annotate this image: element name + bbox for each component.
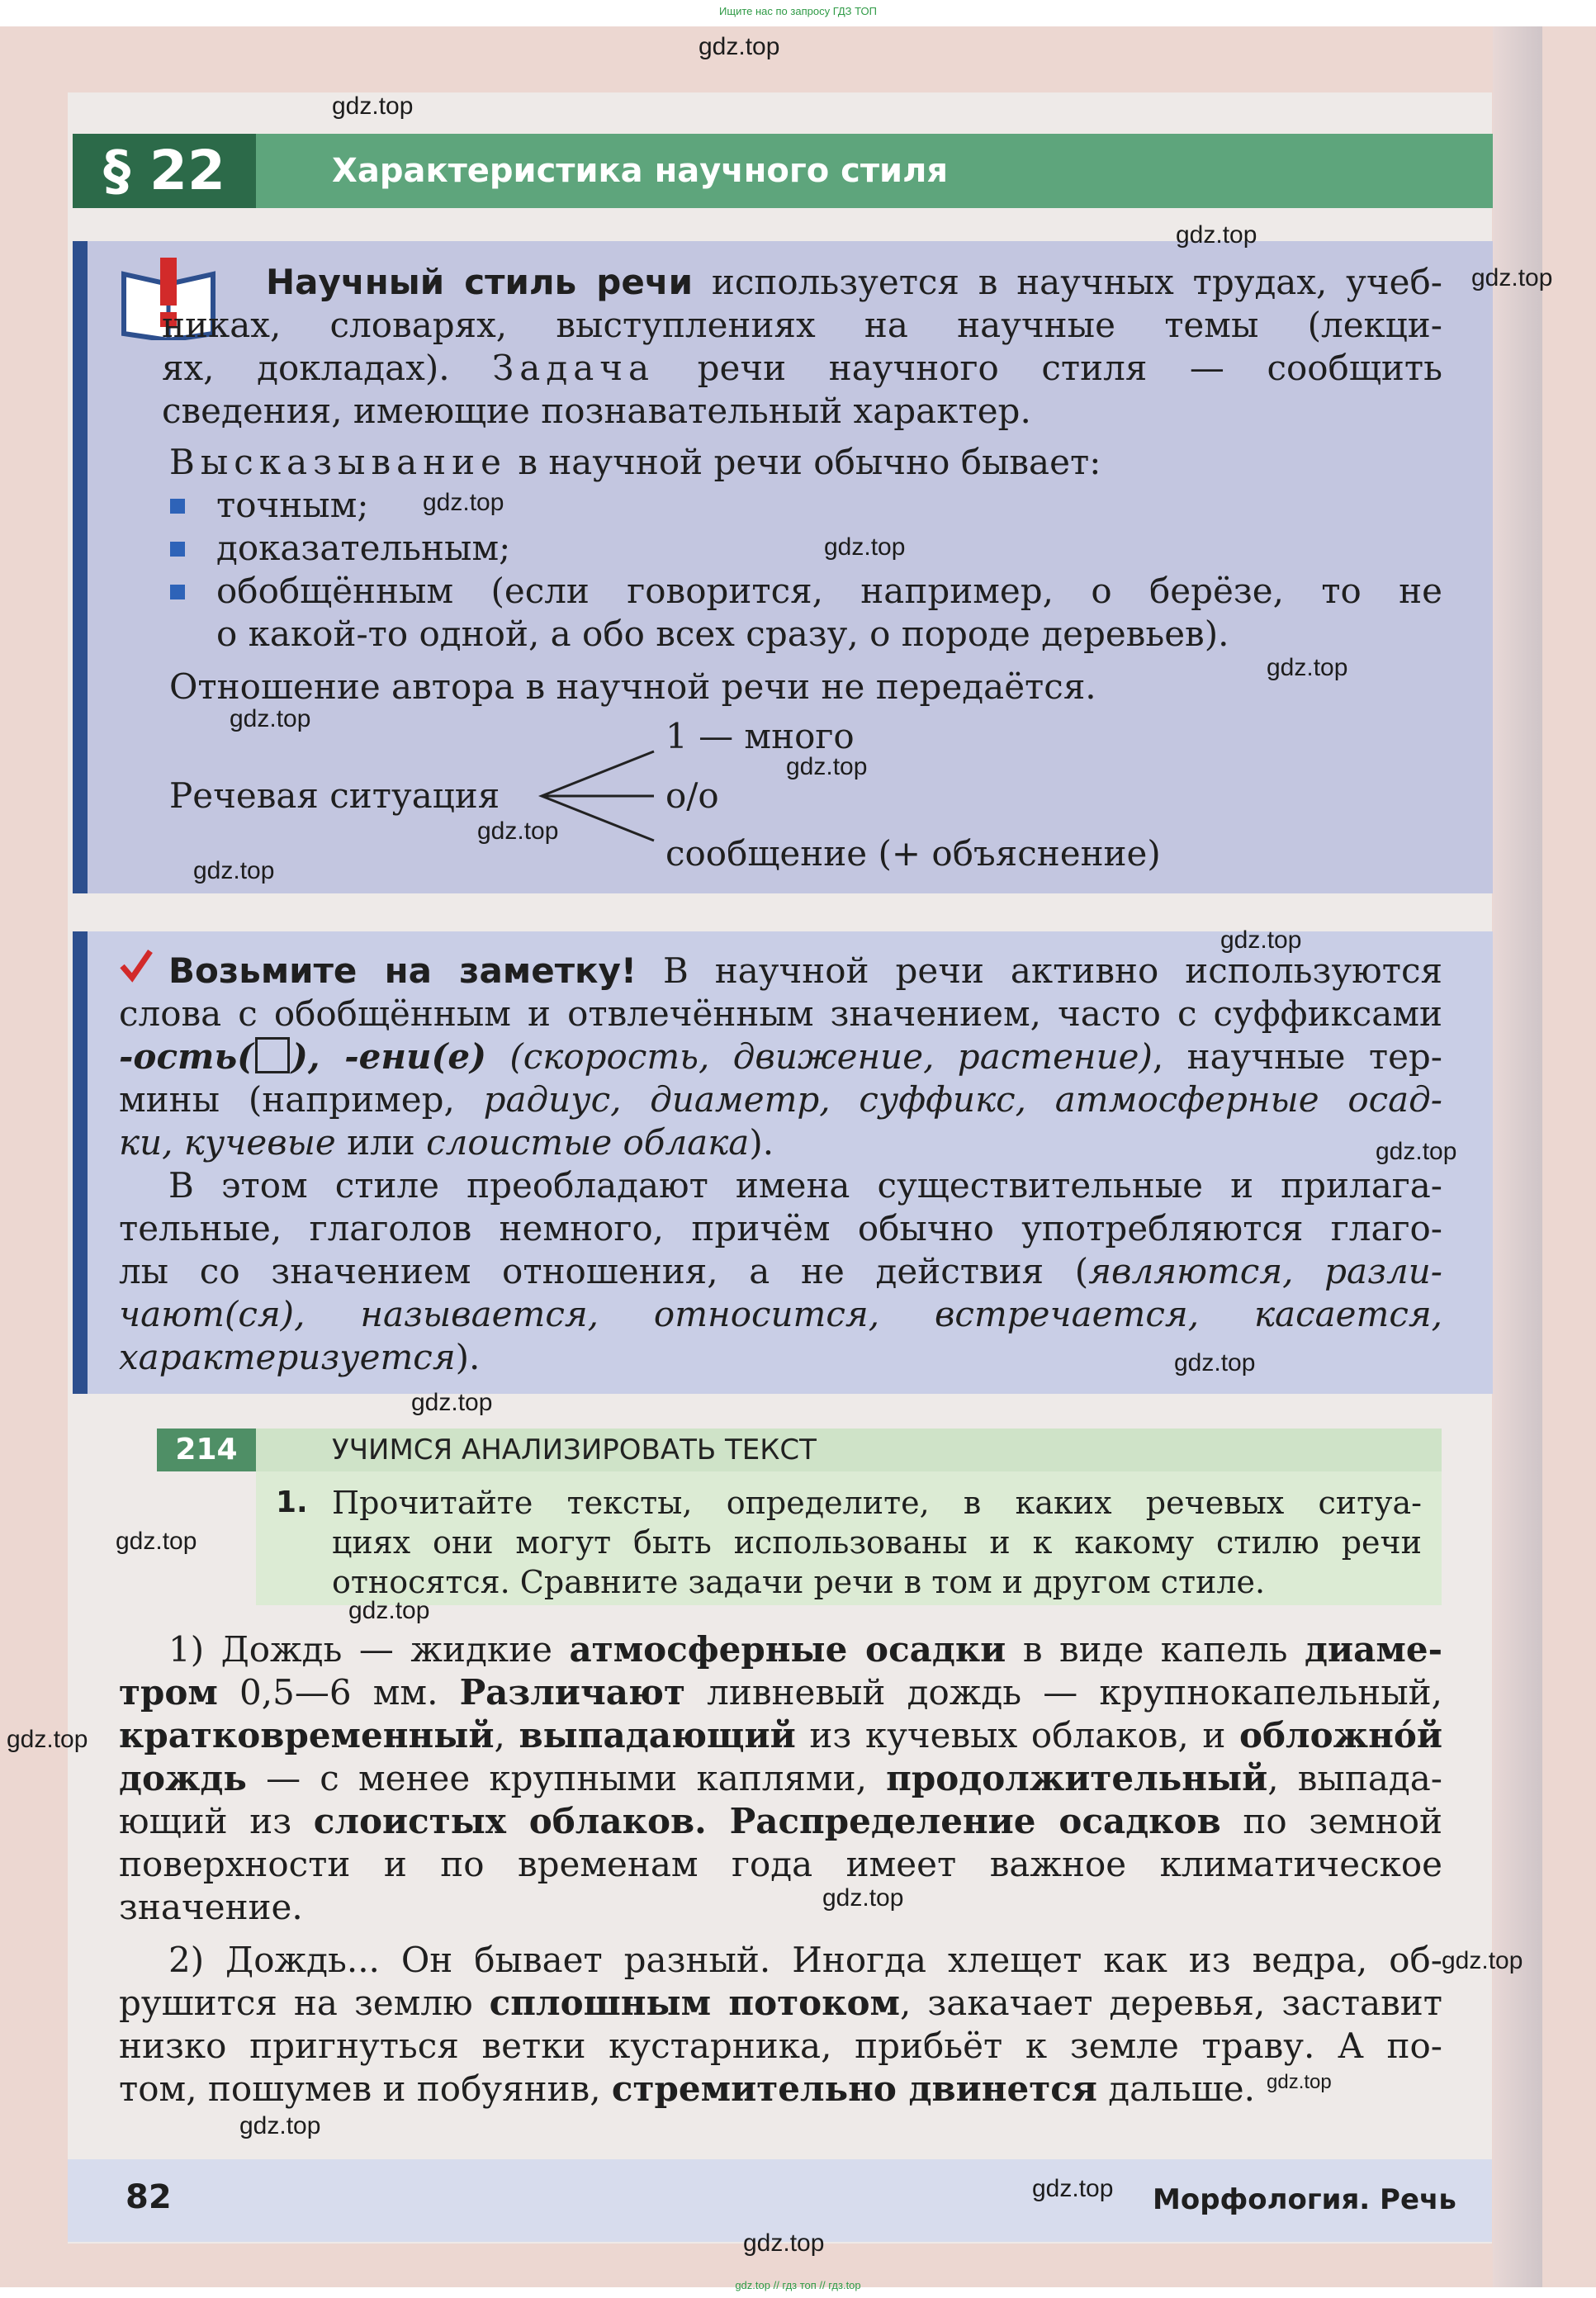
suffix-ost: -ость( [119,1036,254,1077]
watermark: gdz.top [743,2229,825,2257]
t1-5b: слоистых облаков. Распределение осадков [313,1801,1221,1841]
t1-4a: дождь [119,1758,247,1798]
note-p2-line-3b: являются, разли- [1088,1251,1442,1291]
statement-word: Высказывание [169,442,507,482]
note-line-5d: ). [749,1122,774,1163]
watermark: gdz.top [1267,654,1348,681]
checkmark-icon [119,948,154,983]
watermark: gdz.top [411,1389,493,1416]
section-title: Характеристика научного стиля [332,152,949,190]
t1-4c: продолжительный [886,1758,1268,1798]
note-p2-line-3a: лы со значением отношения, а не действия ( [119,1251,1089,1291]
text2-line-3: низко пригнуться ветки кустарника, прибьёт к земле траву. А по- [119,2026,1442,2066]
bottom-banner: gdz.top // гдз топ // гдз.top [735,2279,861,2291]
text2-line-4 [119,2068,1255,2111]
note-p2-line-3 [119,1250,1442,1293]
situation-label: Речевая ситуация [169,775,500,816]
rule-box-bar [73,241,88,893]
rule-line-3 [162,347,1442,390]
t1-4d: , выпада- [1267,1758,1442,1798]
watermark: gdz.top [1267,2071,1332,2093]
note-examples: (скорость, движение, растение) [485,1036,1153,1077]
note-line-5a: ки, кучевые [119,1122,336,1163]
note-p2-line-5b: ). [455,1337,481,1377]
note-line-3 [119,1035,1442,1078]
note-line-3-end: , научные тер- [1152,1036,1442,1077]
note-box-bar [73,931,88,1394]
task-number: 1. [276,1485,308,1519]
t1-2a: тром [119,1672,218,1713]
text2-line-1: 2) Дождь... Он бывает разный. Иногда хлещет как из ведра, об- [168,1940,1442,1980]
note-line-5c: слоистые облака [426,1122,750,1163]
statement-rest: в научной речи обычно бывает: [506,442,1101,482]
t1-3e: обложнóй [1239,1715,1442,1755]
text1-line-7: значение. [119,1887,303,1927]
text1-line-5 [119,1800,1442,1843]
note-line-2: слова с обобщённым и отвлечённым значением, часто с суффиксами [119,993,1442,1034]
page-number: 82 [126,2178,172,2216]
note-p2-line-4 [119,1293,1442,1336]
note-line-5b: или [335,1122,427,1163]
text1-line-1 [168,1628,1442,1671]
t2-2b: сплошным потоком [489,1983,900,2023]
t1-2b: 0,5—6 мм. [217,1672,460,1713]
note-p2-line-5 [119,1336,480,1379]
t1-1b: атмосферные осадки [569,1629,1006,1670]
bullet-icon [170,542,185,557]
watermark: gdz.top [332,92,414,120]
watermark: gdz.top [239,2112,321,2139]
watermark: gdz.top [1032,2175,1114,2202]
t1-1d: диаме- [1305,1629,1442,1670]
task-line-2: циях они могут быть использованы и к какому стилю речи [332,1524,1422,1561]
note-line-1 [168,950,1442,993]
watermark: gdz.top [1471,264,1553,291]
watermark: gdz.top [822,1884,904,1912]
rule-task-word: Задача [492,348,656,388]
watermark: gdz.top [193,857,275,884]
text1-line-2 [119,1671,1442,1714]
t1-1a: 1) Дождь — жидкие [168,1629,570,1670]
watermark: gdz.top [116,1528,197,1555]
watermark: gdz.top [1174,1349,1256,1376]
situation-branch-2: о/о [665,775,719,816]
watermark: gdz.top [1176,221,1257,249]
task-line-1: Прочитайте тексты, определите, в каких речевых ситуа- [332,1485,1422,1521]
text1-line-4 [119,1757,1442,1800]
note-p2-line-1: В этом стиле преобладают имена существительные и прилага- [168,1165,1442,1206]
rule-term: Научный стиль речи [266,262,694,302]
t2-2c: , закачает деревья, заставит [900,1983,1442,2023]
watermark: gdz.top [824,533,906,561]
t2-2a: рушится на землю [119,1983,490,2023]
bullet-icon [170,585,185,599]
exercise-heading: УЧИМСЯ АНАЛИЗИРОВАТЬ ТЕКСТ [256,1429,1442,1471]
bullet-item-1: точным; [216,485,369,525]
rule-line-1 [266,261,1442,304]
t1-5c: по земной [1220,1801,1442,1841]
note-line-4a: мины (например, [119,1079,484,1120]
rule-line-2: никах, словарях, выступлениях на научные темы (лекци- [162,305,1442,345]
watermark: gdz.top [786,753,868,780]
zero-ending-box [255,1037,290,1073]
t2-4c: дальше. [1096,2068,1255,2109]
watermark: gdz.top [230,705,311,732]
t2-4a: том, пошумев и побуянив, [119,2068,612,2109]
t1-3b: , [494,1715,519,1755]
text1-line-3 [119,1714,1442,1757]
t1-1c: в виде капель [1006,1629,1305,1670]
text1-line-6: поверхности и по временам года имеет важное климатическое [119,1844,1442,1884]
note-lead: Возьмите на заметку! [168,950,637,991]
bullet-item-3: обобщённым (если говорится, например, о берёзе, то не [216,571,1442,611]
section-number: § 22 [73,134,256,208]
suffix-eni: ), -ени(е) [291,1036,486,1077]
running-title: Морфология. Речь [1153,2183,1456,2216]
watermark: gdz.top [699,33,780,60]
t1-3c: выпадающий [519,1715,796,1755]
bullet-icon [170,499,185,514]
note-p2-line-5a: характеризуется [119,1337,456,1377]
rule-line-4: сведения, имеющие познавательный характер. [162,391,1031,431]
note-p2-line-2: тельные, глаголов немного, причём обычно употребляются глаго- [119,1208,1442,1249]
note-line-4b: радиус, диаметр, суффикс, атмосферные осад- [483,1079,1442,1120]
situation-branch-3: сообщение (+ объяснение) [665,833,1161,874]
watermark: gdz.top [423,489,504,516]
t1-2c: Различают [459,1672,686,1713]
watermark: gdz.top [477,817,559,845]
watermark: gdz.top [7,1726,88,1753]
t1-3d: из кучевых облаков, и [795,1715,1240,1755]
bullet-item-2: доказательным; [216,528,511,568]
statement-line [169,441,1101,484]
note-line-4 [119,1078,1442,1121]
watermark: gdz.top [1220,926,1302,954]
t1-2d: ливневый дождь — крупнокапельный, [685,1672,1442,1713]
rule-line-3a: ях, докладах). [162,348,493,388]
watermark: gdz.top [1376,1138,1457,1165]
note-line-1-text: В научной речи активно используются [637,950,1442,991]
t1-4b: — с менее крупными каплями, [246,1758,887,1798]
t2-4b: стремительно двинется [611,2068,1097,2109]
watermark: gdz.top [348,1597,430,1624]
situation-branch-1: 1 — много [665,716,855,756]
rule-line-1-text: используется в научных трудах, учеб- [693,262,1442,302]
top-banner: Ищите нас по запросу ГДЗ ТОП [719,5,877,17]
bullet-item-3-cont: о какой-то одной, а обо всех сразу, о породе деревьев). [216,614,1229,654]
t1-3a: кратковременный [119,1715,495,1755]
exercise-number: 214 [157,1429,256,1471]
task-line-3: относятся. Сравните задачи речи в том и другом стиле. [332,1564,1266,1600]
author-line: Отношение автора в научной речи не передаётся. [169,666,1096,707]
t1-5a: ющий из [119,1801,314,1841]
text2-line-2 [119,1982,1442,2025]
watermark: gdz.top [1442,1947,1523,1974]
note-line-5 [119,1121,774,1164]
rule-line-3b: речи научного стиля — сообщить [655,348,1442,388]
note-p2-line-4-text: чают(ся), называется, относится, встречается, касается, [119,1294,1442,1334]
